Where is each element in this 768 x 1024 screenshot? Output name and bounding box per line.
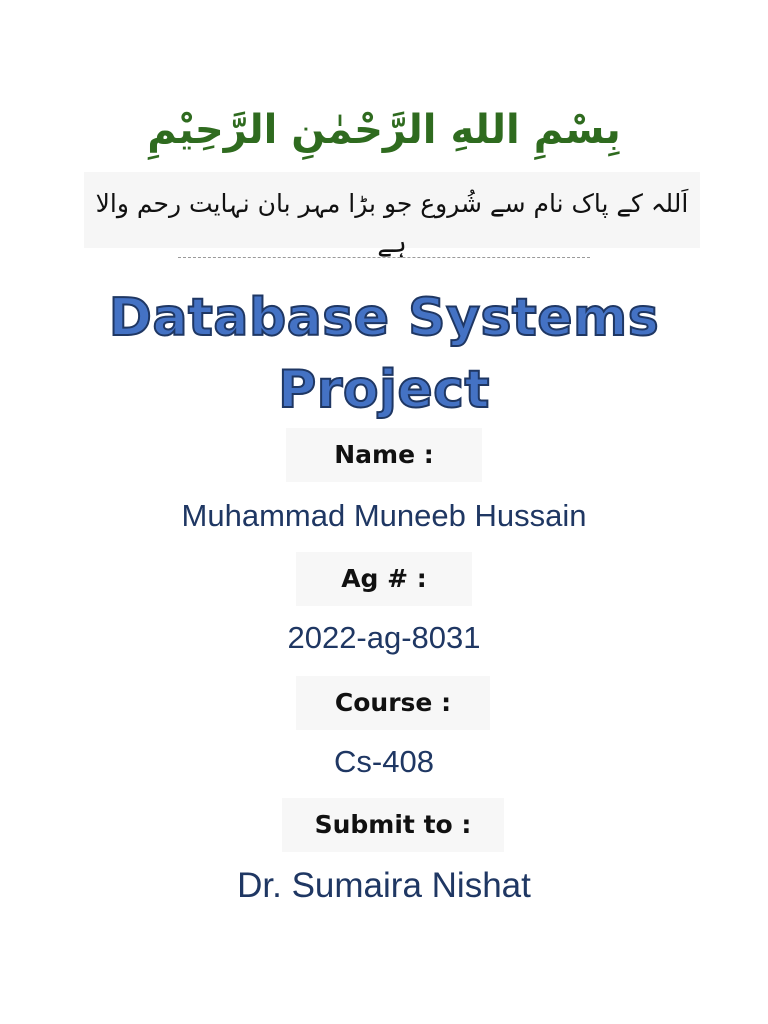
submit-to-value: Dr. Sumaira Nishat — [237, 866, 531, 905]
submit-to-label: Submit to : — [282, 798, 504, 852]
ag-number-value: 2022-ag-8031 — [287, 620, 481, 655]
urdu-translation-text: اَللہ کے پاک نام سے شُروع جو بڑا مہر بان نہایت رحم والا ہے — [95, 189, 689, 258]
dashed-divider — [178, 257, 590, 258]
title-line-2: Project — [278, 360, 490, 420]
title-line-1: Database Systems — [108, 288, 660, 348]
course-value: Cs-408 — [334, 744, 434, 779]
bismillah-heading: بِسْمِ اللهِ الرَّحْمٰنِ الرَّحِيْمِ — [147, 107, 621, 153]
name-label: Name : — [286, 428, 482, 482]
name-value: Muhammad Muneeb Hussain — [181, 498, 587, 533]
document-title — [0, 282, 768, 426]
urdu-translation-box — [84, 172, 700, 258]
course-label: Course : — [296, 676, 490, 730]
ag-number-label: Ag # : — [296, 552, 472, 606]
